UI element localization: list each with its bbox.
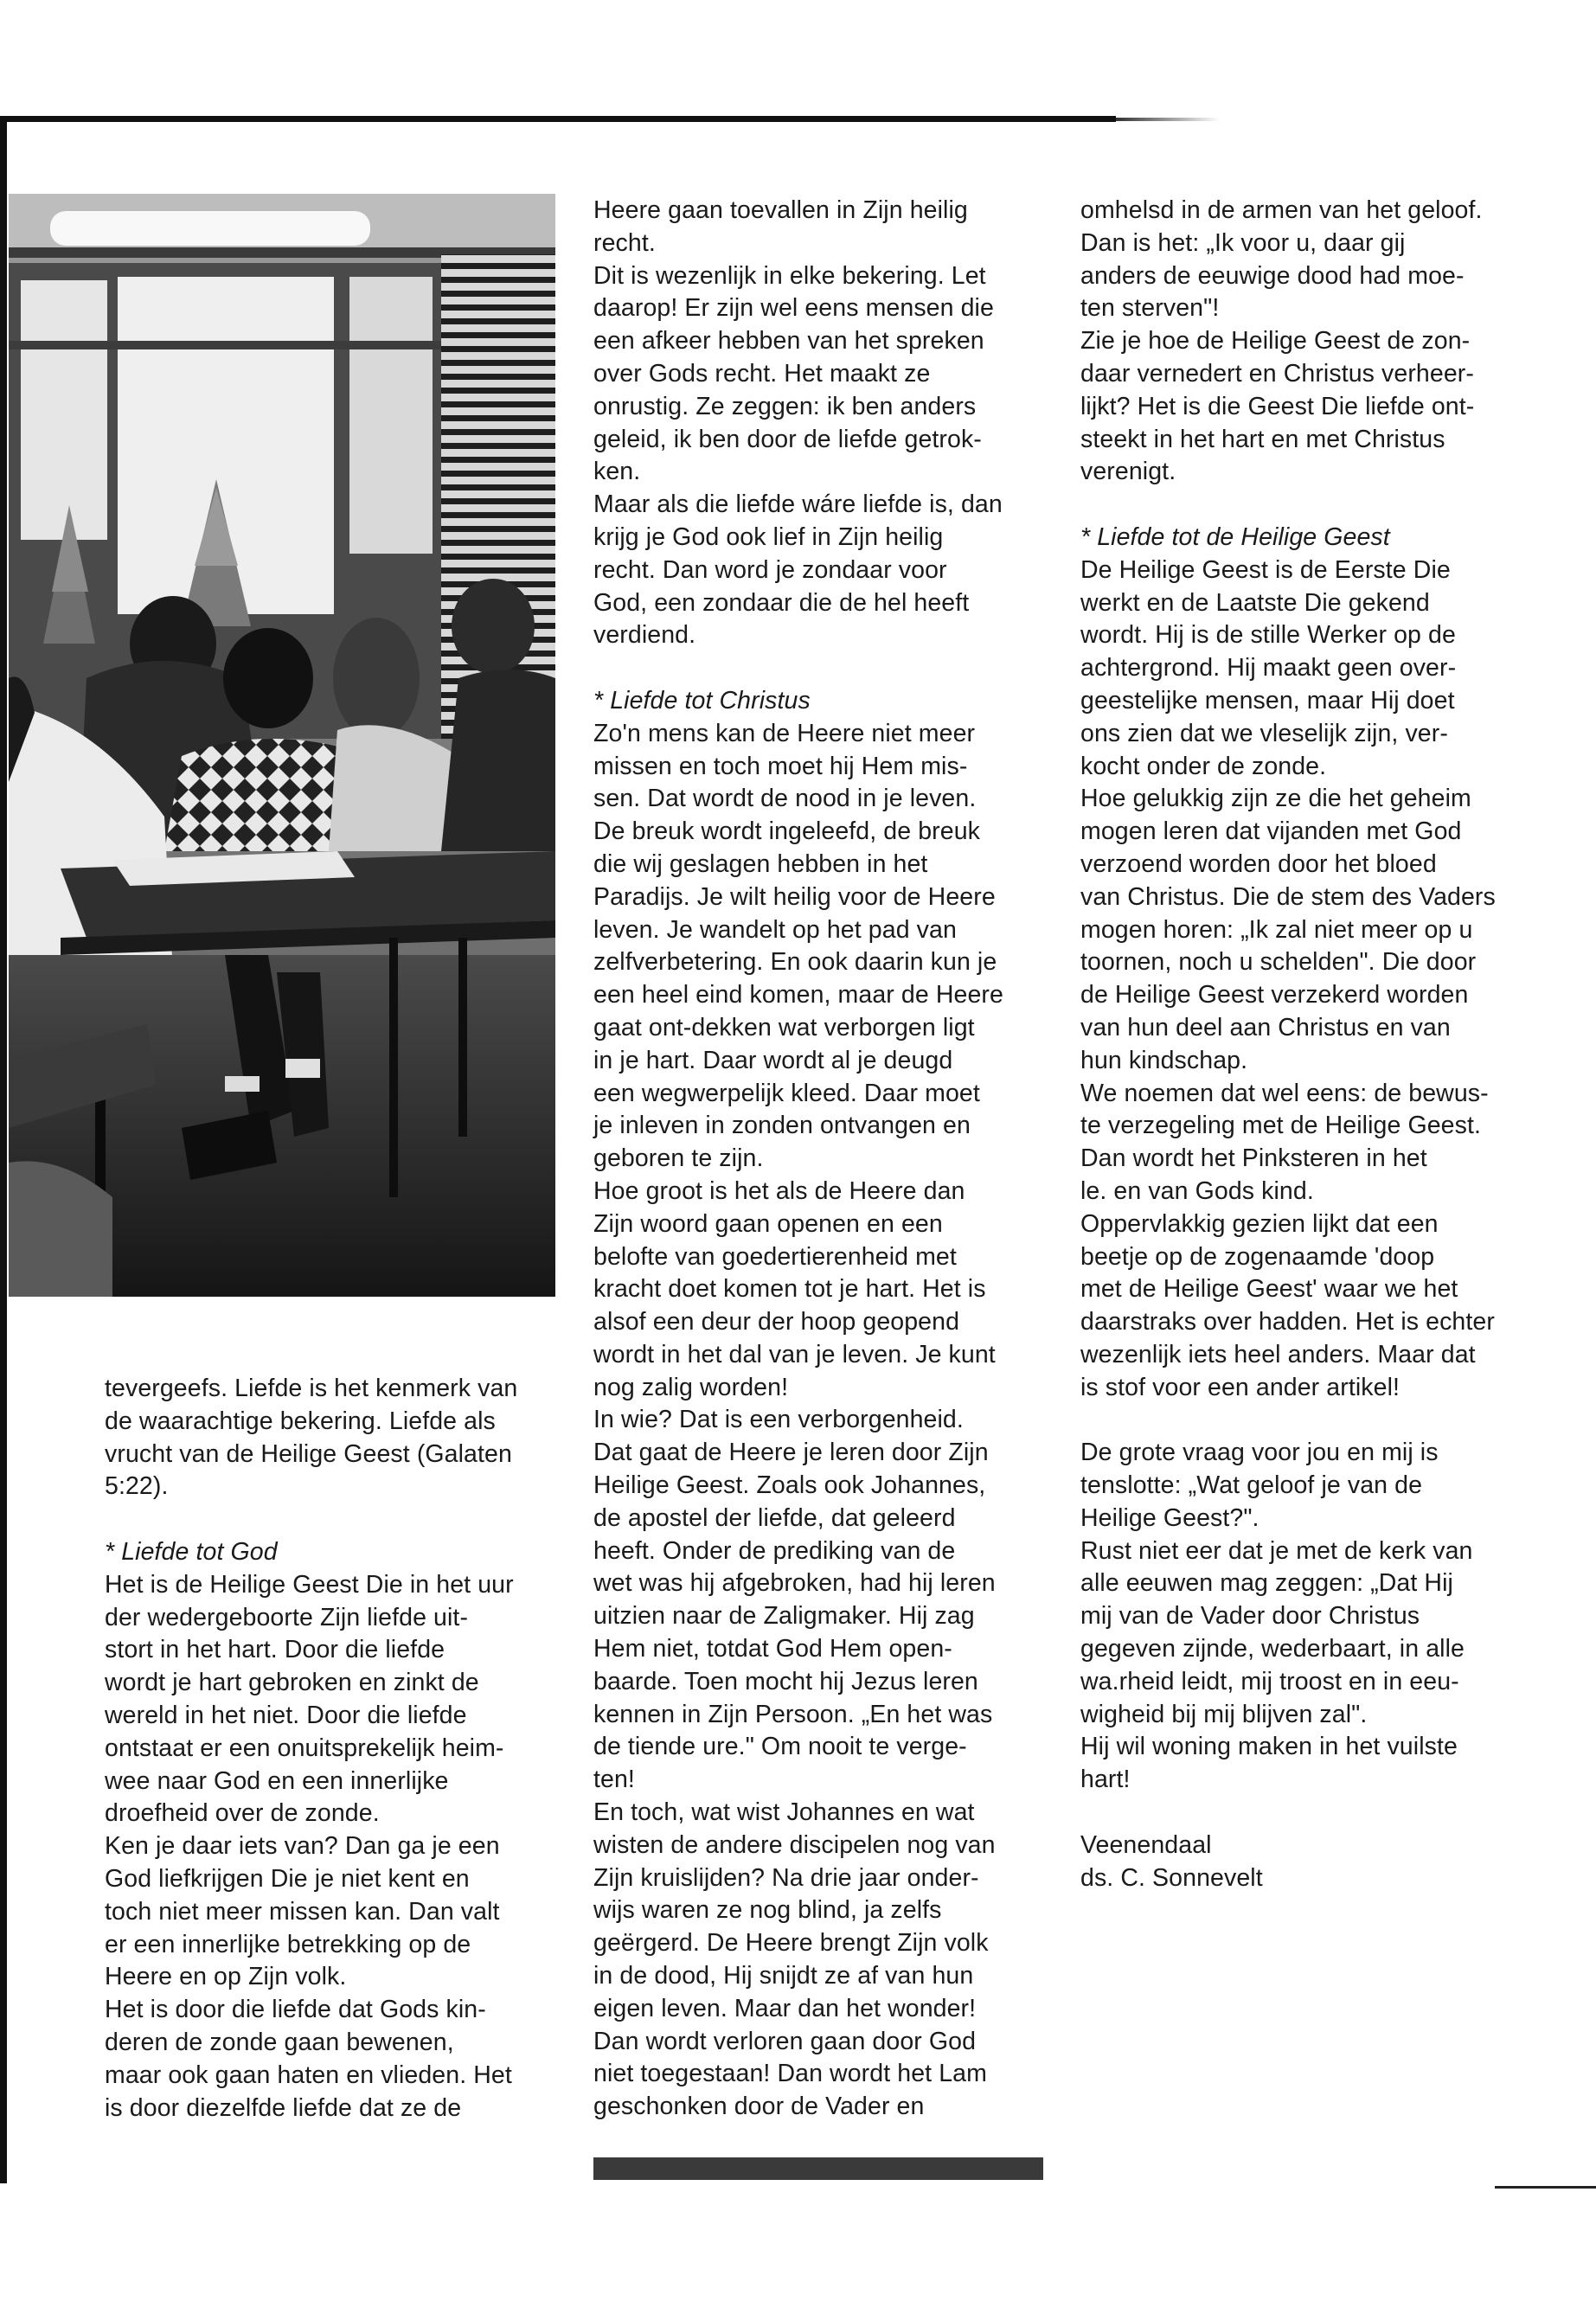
col3-paragraph-3: De Heilige Geest is de Eerste Die werkt en de Laatste Die gekend wordt. Hij is de stille Werker op de achtergrond. Hij maakt geen over- geestelijke mensen, maar Hij doet ons zien dat we vleselijk zijn, ver- kocht onder de zonde.	[1080, 555, 1457, 780]
col1-paragraph-1: tevergeefs. Liefde is het kenmerk van de waarachtige bekering. Liefde als vrucht van de Heilige Geest (Galaten 5:22).	[105, 1375, 518, 1501]
col3-paragraph-7: De grote vraag voor jou en mij is tenslotte: „Wat geloof je van de Heilige Geest?".	[1080, 1439, 1439, 1532]
col3-paragraph-1: omhelsd in de armen van het geloof. Dan is het: „Ik voor u, daar gij anders de eeuwige dood had moe- ten sterven"!	[1080, 196, 1483, 323]
col2-paragraph-6: In wie? Dat is een verborgenheid. Dat gaat de Heere je leren door Zijn Heilige Geest. Zoals ook Johannes, de apostel der liefde, dat geleerd heeft. Onder de prediking van de wet was hij afgebroken, had hij leren uitzien naar de Zaligmaker. Hij zag Hem niet, totdat God Hem open- baarde. Toen mocht hij Jezus leren kennen in Zijn Persoon. „En het was de tiende ure." Om nooit te verge- ten!	[593, 1406, 996, 1794]
col1-paragraph-2: Het is de Heilige Geest Die in het uur der wedergeboorte Zijn liefde uit- stort in het hart. Door die liefde wordt je hart gebroken en zinkt de wereld in het niet. Door die liefde ontstaat er een onuitsprekelijk heim- wee naar God en een innerlijke droefheid over de zonde.	[105, 1570, 514, 1828]
column-3	[1080, 195, 1539, 1894]
col3-paragraph-5: We noemen dat wel eens: de bewus- te verzegeling met de Heilige Geest. Dan wordt het Pinksteren in het le. en van Gods kind.	[1080, 1079, 1489, 1205]
col2-paragraph-1: Heere gaan toevallen in Zijn heilig recht.	[593, 196, 968, 257]
top-rule-fade	[1116, 118, 1220, 121]
col2-paragraph-7: En toch, wat wist Johannes en wat wisten de andere discipelen nog van Zijn kruislijden? Na drie jaar onder- wijs waren ze nog blind, ja zelfs geërgerd. De Heere brengt Zijn volk in de dood, Hij snijdt ze af van hun eigen leven. Maar dan het wonder! Dan wordt verloren gaan door God niet toegestaan! Dan wordt het Lam geschonken door de Vader en	[593, 1798, 996, 2121]
col3-paragraph-9: Hij wil woning maken in het vuilste hart!	[1080, 1733, 1458, 1794]
classroom-photo	[9, 194, 555, 1297]
col1-paragraph-3: Ken je daar iets van? Dan ga je een God liefkrijgen Die je niet kent en toch niet meer missen kan. Dan valt er een innerlijke betrekking op de Heere en op Zijn volk.	[105, 1832, 500, 1991]
col3-paragraph-8: Rust niet eer dat je met de kerk van alle eeuwen mag zeggen: „Dat Hij mij van de Vader door Christus gegeven zijnde, wederbaart, in alle wa.rheid leidt, mij troost en in eeu- wigheid bij mij blijven zal".	[1080, 1536, 1473, 1728]
heading-liefde-tot-christus: * Liefde tot Christus	[593, 686, 811, 715]
col2-paragraph-4: Zo'n mens kan de Heere niet meer missen en toch moet hij Hem mis- sen. Dat wordt de nood in je leven. De breuk wordt ingeleefd, de breuk die wij geslagen hebben in het Paradijs. Je wilt heilig voor de Heere leven. Je wandelt op het pad van zelfverbetering. En ook daarin kun je een heel eind komen, maar de Heere gaat ont-dekken wat verborgen ligt in je hart. Daar wordt al je deugd een wegwerpelijk kleed. Daar moet je inleven in zonden ontvangen en geboren te zijn.	[593, 719, 1003, 1173]
heading-liefde-tot-de-heilige-geest: * Liefde tot de Heilige Geest	[1080, 522, 1390, 551]
col1-paragraph-4: Het is door die liefde dat Gods kin- deren de zonde gaan bewenen, maar ook gaan haten en vlieden. Het is door diezelfde liefde dat ze de	[105, 1996, 512, 2122]
col3-paragraph-4: Hoe gelukkig zijn ze die het geheim mogen leren dat vijanden met God verzoend worden door het bloed van Christus. Die de stem des Vaders mogen horen: „Ik zal niet meer op u toornen, noch u schelden". Die door de Heilige Geest verzekerd worden van hun deel aan Christus en van hun kindschap.	[1080, 785, 1496, 1074]
column-2	[593, 195, 1052, 2124]
col3-paragraph-6: Oppervlakkig gezien lijkt dat een beetje op de zogenaamde 'doop met de Heilige Geest' waar we het daarstraks over hadden. Het is echter wezenlijk iets heel anders. Maar dat is stof voor een ander artikel!	[1080, 1209, 1495, 1401]
col2-paragraph-5: Hoe groot is het als de Heere dan Zijn woord gaan openen en een belofte van goedertierenheid met kracht doet komen tot je hart. Het is alsof een deur der hoop geopend wordt in het dal van je leven. Je kunt nog zalig worden!	[593, 1176, 996, 1401]
bottom-bar	[593, 2157, 1043, 2180]
signature-name: ds. C. Sonnevelt	[1080, 1863, 1263, 1892]
top-rule	[0, 116, 1116, 122]
signature-place: Veenendaal	[1080, 1830, 1212, 1859]
signature	[1080, 1830, 1539, 1895]
bottom-right-rule	[1495, 2186, 1596, 2189]
col2-paragraph-3: Maar als die liefde wáre liefde is, dan krijg je God ook lief in Zijn heilig recht. Dan word je zondaar voor God, een zondaar die de hel heeft verdiend.	[593, 490, 1003, 650]
left-margin-rule	[0, 116, 7, 2183]
heading-liefde-tot-god: * Liefde tot God	[105, 1537, 278, 1566]
col3-paragraph-2: Zie je hoe de Heilige Geest de zon- daar vernedert en Christus verheer- lijkt? Het is die Geest Die liefde ont- steekt in het hart en met Christus verenigt.	[1080, 327, 1475, 486]
column-1	[105, 1373, 565, 2125]
col2-paragraph-2: Dit is wezenlijk in elke bekering. Let daarop! Er zijn wel eens mensen die een afkeer hebben van het spreken over Gods recht. Het maakt ze onrustig. Ze zeggen: ik ben anders geleid, ik ben door de liefde getrok- ken.	[593, 261, 994, 486]
